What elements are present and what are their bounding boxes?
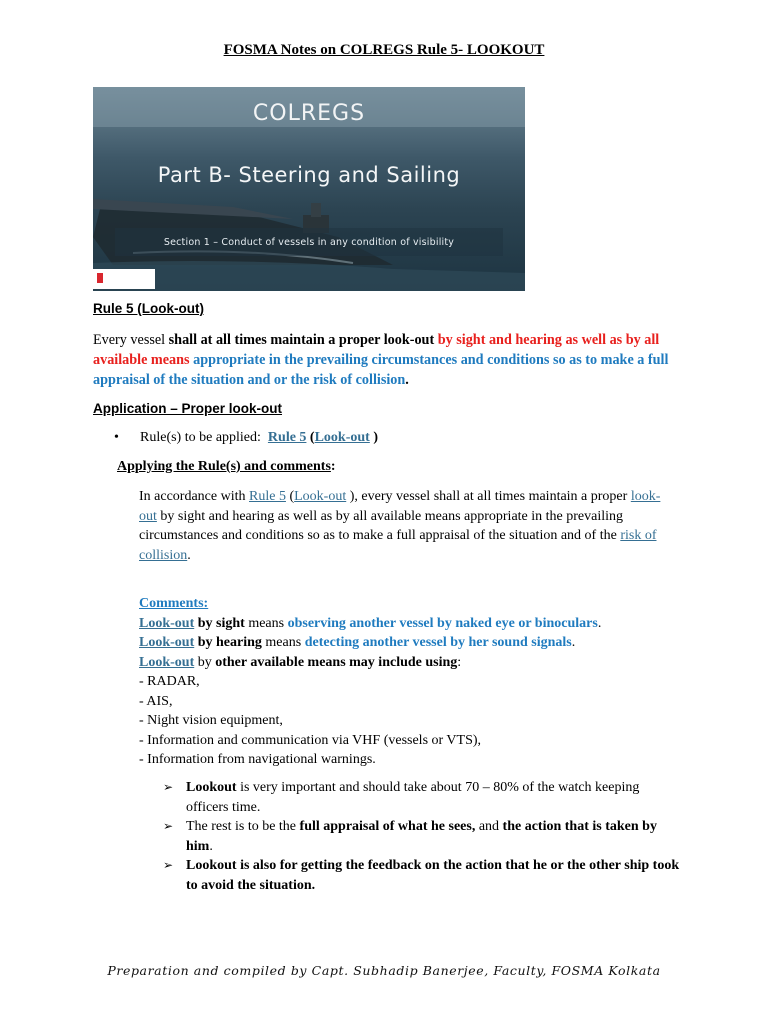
point-bold: the action that is taken by him bbox=[186, 819, 657, 854]
applying-text-part: ( bbox=[285, 489, 295, 504]
applying-heading-text: Applying the Rule(s) and comments bbox=[117, 459, 331, 474]
rule-bullet bbox=[114, 430, 378, 446]
comment-end: . bbox=[571, 635, 576, 650]
bullet-dot-icon: • bbox=[114, 430, 119, 445]
comment-line-hearing bbox=[139, 633, 679, 653]
point-plain: and bbox=[475, 819, 503, 834]
list-item: - Information from navigational warnings. bbox=[139, 752, 376, 767]
brand-logo bbox=[93, 269, 155, 289]
rule-5-link[interactable]: Rule 5 bbox=[267, 430, 307, 445]
banner-section-title: Section 1 – Conduct of vessels in any condition of visibility bbox=[163, 237, 455, 248]
brand-flag-icon bbox=[97, 273, 103, 283]
lookout-link-hearing[interactable]: Look-out bbox=[139, 635, 195, 650]
comment-plain: by bbox=[194, 654, 216, 670]
rule-text-red: by sight and hearing as well as by all available means bbox=[93, 332, 660, 368]
comment-bold: by sight bbox=[194, 615, 245, 631]
footer-credit: Preparation and compiled by Capt. Subhadip Banerjee, Faculty, FOSMA Kolkata bbox=[107, 963, 661, 978]
rule-text-bold: shall at all times maintain a proper look-out bbox=[168, 332, 435, 348]
key-points-list bbox=[163, 778, 683, 895]
applying-text-part: ), every vessel shall at all times maintain a proper bbox=[346, 489, 631, 504]
applying-text bbox=[139, 487, 669, 565]
arrow-bullet-icon: ➢ bbox=[163, 858, 174, 872]
rule-text bbox=[93, 330, 683, 390]
point-bold: full appraisal of what he sees, bbox=[299, 819, 476, 834]
key-point-1 bbox=[163, 778, 683, 817]
point-plain: . bbox=[209, 838, 213, 854]
rule-text-part: Every vessel bbox=[93, 332, 169, 348]
arrow-bullet-icon: ➢ bbox=[163, 819, 174, 833]
applying-heading-colon: : bbox=[330, 459, 336, 474]
key-point-3 bbox=[163, 856, 683, 895]
point-bold: Lookout is also for getting the feedback on the action that he or the other ship took to avoid the situation. bbox=[186, 858, 680, 893]
comment-end: : bbox=[457, 654, 462, 670]
bullet-paren-close: ) bbox=[369, 430, 378, 445]
list-item: - RADAR, bbox=[139, 674, 200, 689]
comment-bold: by hearing bbox=[194, 635, 262, 650]
arrow-bullet-icon: ➢ bbox=[163, 780, 174, 794]
lookout-link-sight[interactable]: Look-out bbox=[139, 615, 195, 631]
rule-heading: Rule 5 (Look-out) bbox=[93, 301, 204, 316]
rule-text-end: . bbox=[405, 372, 409, 388]
point-plain: is very important and should take about 70 – 80% of the watch keeping officers time. bbox=[186, 780, 640, 815]
banner-title: COLREGS bbox=[252, 101, 366, 126]
lookout-link-lower[interactable]: look-out bbox=[139, 489, 661, 524]
comments-label: Comments: bbox=[139, 596, 209, 611]
applying-text-part: . bbox=[187, 547, 191, 563]
lookout-link-inline[interactable]: Look-out bbox=[294, 489, 347, 504]
comments-section bbox=[139, 594, 679, 770]
comment-end: . bbox=[597, 615, 602, 631]
lookout-link[interactable]: Look-out bbox=[314, 430, 370, 445]
banner-part-title: Part B- Steering and Sailing bbox=[157, 163, 461, 187]
rule-5-link-inline[interactable]: Rule 5 bbox=[249, 489, 286, 504]
point-bold: Lookout bbox=[186, 780, 237, 795]
bullet-prefix: Rule(s) to be applied: bbox=[140, 430, 261, 445]
comment-plain: means bbox=[261, 635, 305, 650]
list-item: - Night vision equipment, bbox=[139, 713, 283, 728]
list-item: - Information and communication via VHF (vessels or VTS), bbox=[139, 732, 482, 748]
application-heading: Application – Proper look-out bbox=[93, 401, 283, 416]
lookout-link-other[interactable]: Look-out bbox=[139, 654, 195, 670]
comment-blue: observing another vessel by naked eye or binoculars bbox=[287, 615, 598, 631]
applying-heading bbox=[117, 459, 336, 475]
banner-image bbox=[93, 87, 525, 291]
comment-blue: detecting another vessel by her sound signals bbox=[304, 635, 572, 650]
comment-line-sight bbox=[139, 614, 679, 634]
rule-text-blue: appropriate in the prevailing circumstances and conditions so as to make a full appraisal of the situation and or the risk of collision bbox=[93, 352, 669, 388]
list-item: - AIS, bbox=[139, 693, 173, 709]
risk-of-collision-link[interactable]: risk of collision bbox=[139, 528, 657, 563]
comment-line-other bbox=[139, 653, 679, 673]
bullet-paren-open: ( bbox=[306, 430, 315, 445]
point-plain: The rest is to be the bbox=[186, 819, 300, 834]
applying-text-part: In accordance with bbox=[139, 489, 249, 504]
key-point-2 bbox=[163, 817, 683, 856]
comment-plain: means bbox=[244, 615, 288, 631]
comment-bold: other available means may include using bbox=[215, 654, 458, 670]
applying-text-part: by sight and hearing as well as by all available means appropriate in the prevailing circumstances and conditions so as to make a full appraisal of the situation and of the bbox=[139, 508, 624, 543]
document-title: FOSMA Notes on COLREGS Rule 5- LOOKOUT bbox=[223, 42, 545, 58]
